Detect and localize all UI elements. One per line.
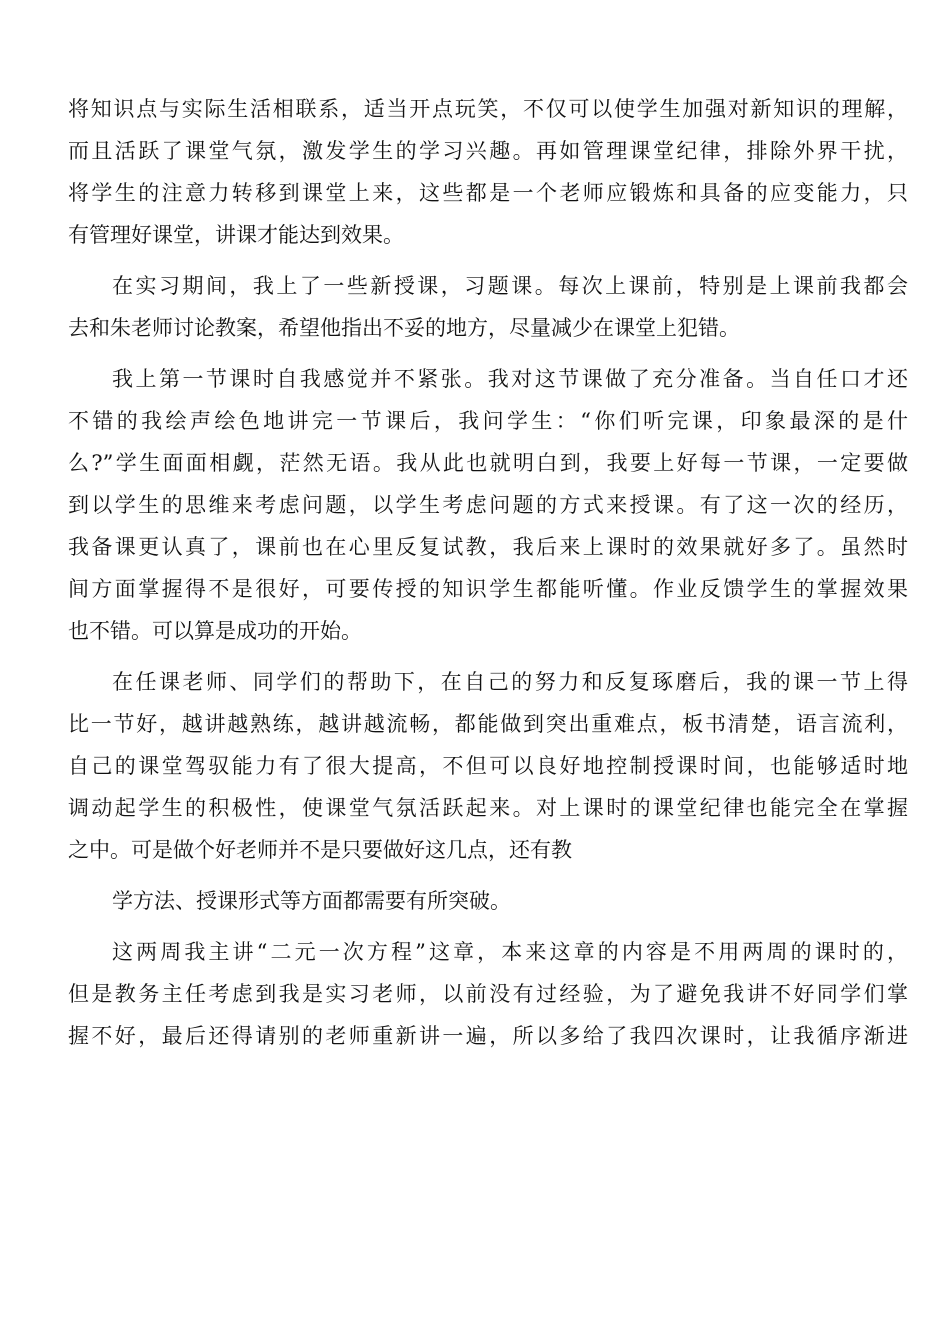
text-line: 我备课更认真了，课前也在心里反复试教，我后来上课时的效果就好多了。虽然时 [68,535,908,559]
text-line: 我上第一节课时自我感觉并不紧张。我对这节课做了充分准备。当自任口才还 [112,367,908,391]
paragraph [68,265,908,349]
paragraph [68,661,908,871]
text-line: 而且活跃了课堂气氛，激发学生的学习兴趣。再如管理课堂纪律，排除外界干扰， [68,139,908,163]
text-line: 去和朱老师讨论教案，希望他指出不妥的地方，尽量减少在课堂上犯错。 [68,316,740,340]
text-line: 自己的课堂驾驭能力有了很大提高，不但可以良好地控制授课时间，也能够适时地 [68,754,908,778]
text-line: 在任课老师、同学们的帮助下，在自己的努力和反复琢磨后，我的课一节上得 [112,670,908,694]
text-line: 在实习期间，我上了一些新授课，习题课。每次上课前，特别是上课前我都会 [112,274,908,298]
text-line: 学方法、授课形式等方面都需要有所突破。 [112,889,511,913]
text-line: 调动起学生的积极性，使课堂气氛活跃起来。对上课时的课堂纪律也能完全在掌握 [68,796,908,820]
text-line: 么?”学生面面相觑，茫然无语。我从此也就明白到，我要上好每一节课，一定要做 [68,451,908,475]
text-line: 将学生的注意力转移到课堂上来，这些都是一个老师应锻炼和具备的应变能力，只 [68,181,908,205]
text-line: 之中。可是做个好老师并不是只要做好这几点，还有教 [68,838,572,862]
text-line: 间方面掌握得不是很好，可要传授的知识学生都能听懂。作业反馈学生的掌握效果 [68,577,908,601]
paragraph [68,931,908,1057]
paragraph [68,88,908,256]
paragraph [68,880,908,922]
text-line: 也不错。可以算是成功的开始。 [68,619,362,643]
text-line: 不错的我绘声绘色地讲完一节课后，我问学生：“你们听完课，印象最深的是什 [68,409,908,433]
text-line: 到以学生的思维来考虑问题，以学生考虑问题的方式来授课。有了这一次的经历， [68,493,908,517]
text-line: 但是教务主任考虑到我是实习老师，以前没有过经验，为了避免我讲不好同学们掌 [68,982,908,1006]
text-line: 比一节好，越讲越熟练，越讲越流畅，都能做到突出重难点，板书清楚，语言流利， [68,712,908,736]
text-line: 握不好，最后还得请别的老师重新讲一遍，所以多给了我四次课时，让我循序渐进 [68,1024,908,1048]
text-line: 将知识点与实际生活相联系，适当开点玩笑，不仅可以使学生加强对新知识的理解， [68,97,908,121]
text-line: 这两周我主讲“二元一次方程”这章，本来这章的内容是不用两周的课时的， [112,940,908,964]
document-body [68,88,908,1057]
text-line: 有管理好课堂，讲课才能达到效果。 [68,223,404,247]
paragraph [68,358,908,652]
